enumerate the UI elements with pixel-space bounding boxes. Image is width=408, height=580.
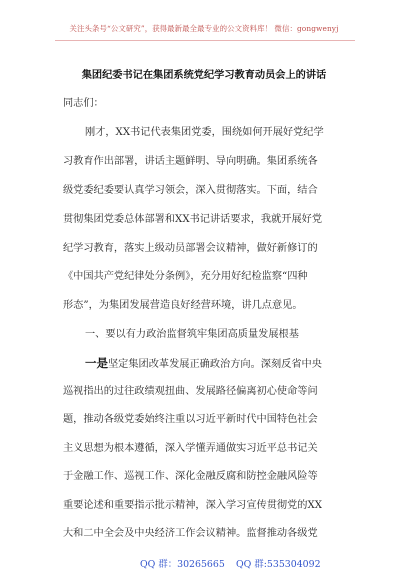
footer-qq-group-1: QQ 群：30265665 bbox=[140, 559, 225, 570]
section-heading: 一、要以有力政治监督筑牢集团高质量发展根基 bbox=[85, 329, 299, 340]
paragraph-line: 形态”，为集团发展营造良好经营环境，讲几点意见。 bbox=[63, 300, 303, 311]
paragraph-line: 纪学习教育，落实上级动员部署会议精神，做好新修订的 bbox=[63, 243, 318, 254]
paragraph-line: 于金融工作、巡视工作、深化金融反腐和防控金融风险等 bbox=[63, 471, 318, 482]
document-title: 集团纪委书记在集团系统党纪学习教育动员会上的讲话 bbox=[81, 69, 327, 81]
paragraph-line: 级党委纪委要认真学习领会，深入贯彻落实。下面，结合 bbox=[63, 185, 318, 196]
paragraph-line: 贯彻集团党委总体部署和XX书记讲话要求，我就开展好党 bbox=[63, 214, 323, 225]
header-banner: 关注头条号“公文研究”，获得最新最全最专业的公文资料库！ 微信：gongwenyj bbox=[69, 24, 339, 33]
paragraph-line bbox=[85, 357, 322, 371]
paragraph-line: 题，推动各级党委始终注重以习近平新时代中国特色社会 bbox=[63, 414, 318, 425]
paragraph-line: 刚才，XX书记代表集团党委，围绕如何开展好党纪学 bbox=[85, 127, 324, 138]
paragraph-line: 大和二中全会及中央经济工作会议精神。监督推动各级党 bbox=[63, 528, 318, 539]
paragraph-line: 主义思想为根本遵循，深入学懂弄通做实习近平总书记关 bbox=[63, 443, 318, 454]
paragraph-line: 《中国共产党纪律处分条例》，充分用好纪检监察“四种 bbox=[63, 271, 308, 282]
salutation: 同志们： bbox=[63, 98, 104, 109]
footer-qq-group-2: QQ 群:535304092 bbox=[236, 559, 321, 570]
paragraph-line: 巡视指出的过往政绩观扭曲、发展路径偏离初心使命等问 bbox=[63, 386, 318, 397]
header-divider bbox=[55, 40, 355, 41]
paragraph-line: 重要论述和重要指示批示精神，深入学习宣传贯彻党的XX bbox=[63, 500, 323, 511]
paragraph-line: 习教育作出部署，讲话主题鲜明、导向明确。集团系统各 bbox=[63, 156, 318, 167]
paragraph-line-text: 坚定集团改革发展正确政治方向。深刻反省中央 bbox=[108, 359, 322, 370]
paragraph-lead: 一是 bbox=[85, 356, 108, 370]
